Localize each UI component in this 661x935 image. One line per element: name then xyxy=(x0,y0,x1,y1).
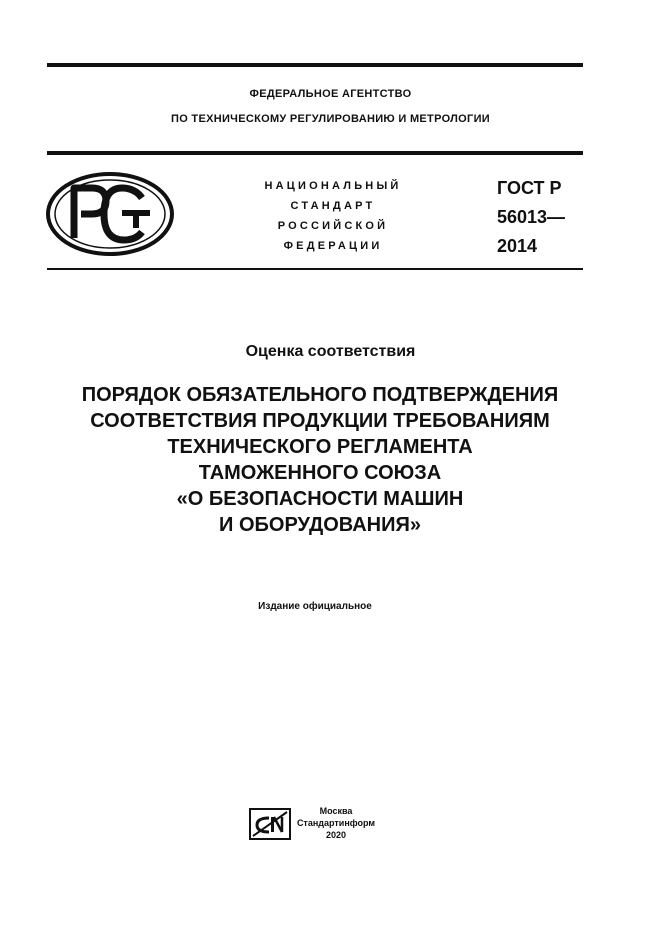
title-line: СООТВЕТСТВИЯ ПРОДУКЦИИ ТРЕБОВАНИЯМ xyxy=(90,410,550,432)
standard-type-line: СТАНДАРТ xyxy=(290,200,376,212)
publisher-year: 2020 xyxy=(325,830,347,840)
publisher-city: Москва xyxy=(319,806,353,816)
title-line: ПОРЯДОК ОБЯЗАТЕЛЬНОГО ПОДТВЕРЖДЕНИЯ xyxy=(81,384,559,406)
divider-rule xyxy=(47,268,583,270)
standard-type-line: ФЕДЕРАЦИИ xyxy=(283,240,383,252)
title-line: И ОБОРУДОВАНИЯ» xyxy=(219,514,421,536)
standard-code-line: ГОСТ Р xyxy=(497,178,562,198)
publisher-logo xyxy=(249,808,291,840)
standard-code-line: 2014 xyxy=(497,236,538,256)
publisher-info xyxy=(296,805,376,841)
standard-code xyxy=(497,174,565,261)
title-line: «О БЕЗОПАСНОСТИ МАШИН xyxy=(176,488,464,510)
top-rule xyxy=(47,63,583,67)
title-line: ТАМОЖЕННОГО СОЮЗА xyxy=(198,462,442,484)
publisher-name: Стандартинформ xyxy=(296,818,376,828)
title-line: ТЕХНИЧЕСКОГО РЕГЛАМЕНТА xyxy=(167,436,473,458)
standard-type-line: НАЦИОНАЛЬНЫЙ xyxy=(264,180,402,192)
document-subject: Оценка соответствия xyxy=(245,343,416,360)
agency-line-1: ФЕДЕРАЛЬНОЕ АГЕНТСТВО xyxy=(249,88,412,100)
standard-type-line: РОССИЙСКОЙ xyxy=(277,220,389,232)
edition-label: Издание официальное xyxy=(258,601,372,612)
document-title xyxy=(30,382,610,538)
agency-line-2: ПО ТЕХНИЧЕСКОМУ РЕГУЛИРОВАНИЮ И МЕТРОЛОГИИ xyxy=(171,113,490,125)
rst-certification-logo xyxy=(44,170,176,258)
standard-type xyxy=(228,176,438,256)
header-rule xyxy=(47,151,583,155)
standard-code-line: 56013— xyxy=(497,207,566,227)
